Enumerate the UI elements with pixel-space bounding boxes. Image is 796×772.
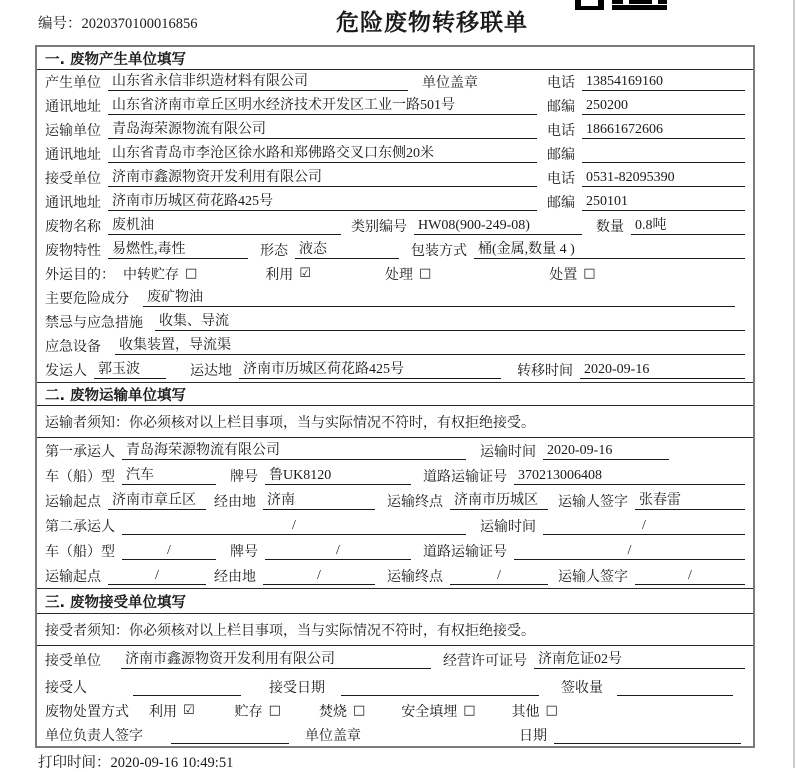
unit-seal-label: 单位盖章 <box>305 728 361 744</box>
waste-pack-value: 桶(金属,数量 4 ) <box>474 241 745 259</box>
row-accept-unit <box>37 646 753 674</box>
accept-unit-value: 济南市鑫源物资开发利用有限公司 <box>121 651 431 669</box>
route1-sign-value: 张春雷 <box>635 492 745 510</box>
disposal-utilize-text: 利用 <box>149 705 177 720</box>
waste-qty-label: 数量 <box>596 220 624 235</box>
carrier2-time-value: / <box>543 517 745 535</box>
section3-heading: 三. 废物接受单位填写 <box>37 588 753 614</box>
responsible-sign-label: 单位负责人签字 <box>45 728 143 744</box>
carrier1-time-value: 2020-09-16 <box>543 442 669 460</box>
row-route2 <box>37 563 753 588</box>
purpose-label: 外运目的： <box>45 268 115 283</box>
waste-name-value: 废机油 <box>108 217 341 235</box>
disposal-option-incinerate <box>319 701 365 721</box>
transporter-zip-value <box>582 145 745 163</box>
row-signoff <box>37 723 753 746</box>
route2-sign-label: 运输人签字 <box>558 569 628 585</box>
transfer-time-value: 2020-09-16 <box>580 361 745 379</box>
receiver-phone-value: 0531-82095390 <box>582 169 745 187</box>
transfer-time-label: 转移时间 <box>517 364 573 379</box>
destination-label: 运达地 <box>190 364 232 379</box>
hazard-label: 主要危险成分 <box>45 292 129 307</box>
producer-value: 山东省永信非织造材料有限公司 <box>108 73 408 91</box>
vehicle1-label: 车（船）型 <box>45 469 115 485</box>
producer-seal-label: 单位盖章 <box>422 76 478 91</box>
transfer-manifest-form <box>35 45 755 748</box>
carrier1-time-label: 运输时间 <box>480 444 536 460</box>
route1-sign-label: 运输人签字 <box>558 494 628 510</box>
producer-zip-value: 250200 <box>582 97 745 115</box>
row-route1 <box>37 488 753 513</box>
checkbox-disposal-incinerate-icon: □ <box>352 703 366 718</box>
receiver-zip-label: 邮编 <box>547 196 575 211</box>
plate2-label: 牌号 <box>230 544 258 560</box>
checkbox-disposal-landfill-icon: □ <box>463 703 476 718</box>
operating-license-value: 济南危证02号 <box>534 651 745 669</box>
carrier2-label: 第二承运人 <box>45 519 115 535</box>
checkbox-disposal-utilize-icon: ☑ <box>183 703 195 718</box>
destination-value: 济南市历城区荷花路425号 <box>239 361 501 379</box>
hazard-value: 废矿物油 <box>143 289 735 307</box>
row-transporter-address <box>37 142 753 166</box>
transporter-label: 运输单位 <box>45 124 101 139</box>
row-transporter <box>37 118 753 142</box>
row-vehicle2 <box>37 538 753 563</box>
route1-via-label: 经由地 <box>214 494 256 510</box>
carrier1-label: 第一承运人 <box>45 444 115 460</box>
checkbox-treat-icon: □ <box>418 266 432 281</box>
disposal-store-text: 贮存 <box>234 705 263 720</box>
route2-via-value: / <box>263 567 375 585</box>
plate2-value: / <box>265 542 411 560</box>
road-license2-value: / <box>514 542 745 560</box>
row-receiver-address-left <box>45 192 547 212</box>
acceptor-label: 接受人 <box>45 680 87 696</box>
waste-traits-label: 废物特性 <box>45 244 101 259</box>
row-receiver-left <box>45 168 547 188</box>
row-dispatch <box>37 358 753 382</box>
purpose-storage-text: 中转贮存 <box>123 268 179 283</box>
route1-start-value: 济南市章丘区 <box>108 492 206 510</box>
waste-name-label: 废物名称 <box>45 220 101 235</box>
disposal-incinerate-text: 焚烧 <box>318 705 347 720</box>
producer-phone-value: 13854169160 <box>582 73 745 91</box>
purpose-option-storage <box>123 264 197 284</box>
receiver-value: 济南市鑫源物资开发利用有限公司 <box>108 169 537 187</box>
producer-zip-label: 邮编 <box>547 100 575 115</box>
row-receiver <box>37 166 753 190</box>
print-time-label: 打印时间： <box>38 755 111 771</box>
checkbox-disposal-store-icon: □ <box>268 703 281 718</box>
disposal-option-store <box>235 701 281 721</box>
page-title: 危险废物转移联单 <box>336 10 528 36</box>
signed-qty-value <box>617 678 733 696</box>
accept-date-value <box>341 678 539 696</box>
vehicle1-value: 汽车 <box>122 467 216 485</box>
acceptor-value <box>133 678 241 696</box>
route2-sign-value: / <box>635 567 745 585</box>
row-receiver-address <box>37 190 753 214</box>
transporter-phone-label: 电话 <box>547 124 575 139</box>
disposal-option-utilize <box>149 701 195 721</box>
signoff-date-value <box>554 726 741 744</box>
row-waste-traits <box>37 238 753 262</box>
dispatcher-label: 发运人 <box>45 364 87 379</box>
vehicle2-value: / <box>122 542 216 560</box>
receiver-address-value: 济南市历城区荷花路425号 <box>108 193 537 211</box>
purpose-dispose-text: 处置 <box>549 268 578 283</box>
row-hazard-components <box>37 286 753 310</box>
checkbox-utilize-icon: ☑ <box>299 266 311 281</box>
row-disposal-method <box>37 699 753 723</box>
row-producer-left <box>45 72 547 92</box>
waste-pack-label: 包装方式 <box>411 244 467 259</box>
disposal-other-text: 其他 <box>511 705 540 720</box>
route1-start-label: 运输起点 <box>45 494 101 510</box>
producer-phone-label: 电话 <box>547 76 575 91</box>
equipment-value: 收集装置，导流渠 <box>115 337 745 355</box>
emergency-value: 收集、导流 <box>155 313 745 331</box>
serial-value: 2020370100016856 <box>81 16 198 32</box>
producer-label: 产生单位 <box>45 76 101 91</box>
road-license1-label: 道路运输证号 <box>423 469 507 485</box>
vehicle2-label: 车（船）型 <box>45 544 115 560</box>
qr-code-icon <box>574 0 670 11</box>
route2-end-label: 运输终点 <box>387 569 443 585</box>
checkbox-dispose-icon: □ <box>583 266 596 281</box>
checkbox-disposal-other-icon: □ <box>545 703 558 718</box>
row-producer-address-left <box>45 96 547 116</box>
disposal-label: 废物处置方式 <box>45 705 129 720</box>
accept-date-label: 接受日期 <box>269 680 325 696</box>
plate1-value: 鲁UK8120 <box>265 467 411 485</box>
transporter-phone-value: 18661672606 <box>582 121 745 139</box>
row-carrier1 <box>37 438 753 463</box>
route1-via-value: 济南 <box>263 492 375 510</box>
purpose-treat-text: 处理 <box>384 268 413 283</box>
row-emergency-equipment <box>37 334 753 358</box>
receiver-phone-label: 电话 <box>547 172 575 187</box>
waste-traits-value: 易燃性,毒性 <box>108 241 248 259</box>
row-transporter-address-left <box>45 144 547 164</box>
route2-start-value: / <box>108 567 206 585</box>
operating-license-label: 经营许可证号 <box>443 654 527 669</box>
purpose-option-utilize <box>265 264 311 284</box>
purpose-option-treat <box>385 264 431 284</box>
route1-end-label: 运输终点 <box>387 494 443 510</box>
transporter-address-label: 通讯地址 <box>45 148 101 163</box>
producer-address-label: 通讯地址 <box>45 100 101 115</box>
disposal-option-landfill <box>401 701 475 721</box>
serial-number-line <box>38 12 198 33</box>
row-emergency-measures <box>37 310 753 334</box>
responsible-sign-value <box>171 726 289 744</box>
accept-unit-label: 接受单位 <box>45 654 101 669</box>
row-acceptor <box>37 674 753 699</box>
producer-address-value: 山东省济南市章丘区明水经济技术开发区工业一路501号 <box>108 97 537 115</box>
receiver-zip-value: 250101 <box>582 193 745 211</box>
signoff-date-label: 日期 <box>519 728 547 744</box>
disposal-option-other <box>512 701 558 721</box>
dispatcher-value: 郭玉波 <box>94 361 166 379</box>
signed-qty-label: 签收量 <box>561 680 603 696</box>
purpose-utilize-text: 利用 <box>265 268 294 283</box>
purpose-option-dispose <box>549 264 595 284</box>
transporter-value: 青岛海荣源物流有限公司 <box>108 121 537 139</box>
carrier1-value: 青岛海荣源物流有限公司 <box>122 442 466 460</box>
emergency-label: 禁忌与应急措施 <box>45 316 143 331</box>
print-time-value: 2020-09-16 10:49:51 <box>110 755 234 771</box>
waste-form-label: 形态 <box>260 244 288 259</box>
row-producer <box>37 70 753 94</box>
print-time-line <box>38 751 233 772</box>
waste-code-value: HW08(900-249-08) <box>414 217 582 235</box>
transporter-zip-label: 邮编 <box>547 148 575 163</box>
waste-qty-value: 0.8吨 <box>631 217 745 235</box>
route2-end-value: / <box>450 567 548 585</box>
route2-via-label: 经由地 <box>214 569 256 585</box>
receiver-label: 接受单位 <box>45 172 101 187</box>
row-vehicle1 <box>37 463 753 488</box>
waste-form-value: 液态 <box>295 241 399 259</box>
section2-heading: 二. 废物运输单位填写 <box>37 382 753 406</box>
equipment-label: 应急设备 <box>45 340 101 355</box>
row-transporter-left <box>45 120 547 140</box>
serial-label: 编号： <box>38 16 82 32</box>
road-license1-value: 370213006408 <box>514 467 745 485</box>
receiver-address-label: 通讯地址 <box>45 196 101 211</box>
plate1-label: 牌号 <box>230 469 258 485</box>
disposal-landfill-text: 安全填埋 <box>401 705 458 720</box>
route1-end-value: 济南市历城区 <box>450 492 548 510</box>
page-right-edge <box>793 0 795 768</box>
section1-heading: 一. 废物产生单位填写 <box>37 47 753 70</box>
row-waste-name <box>37 214 753 238</box>
row-producer-address <box>37 94 753 118</box>
section3-notice: 接受者须知：你必须核对以上栏目事项，当与实际情况不符时，有权拒绝接受。 <box>37 614 753 646</box>
waste-code-label: 类别编号 <box>351 220 407 235</box>
carrier2-time-label: 运输时间 <box>480 519 536 535</box>
transporter-address-value: 山东省青岛市李沧区徐水路和郑佛路交叉口东侧20米 <box>108 145 537 163</box>
row-carrier2 <box>37 513 753 538</box>
route2-start-label: 运输起点 <box>45 569 101 585</box>
road-license2-label: 道路运输证号 <box>423 544 507 560</box>
row-transfer-purpose <box>37 262 753 286</box>
section2-notice: 运输者须知：你必须核对以上栏目事项，当与实际情况不符时，有权拒绝接受。 <box>37 406 753 438</box>
carrier2-value: / <box>122 517 466 535</box>
checkbox-storage-icon: □ <box>185 266 198 281</box>
